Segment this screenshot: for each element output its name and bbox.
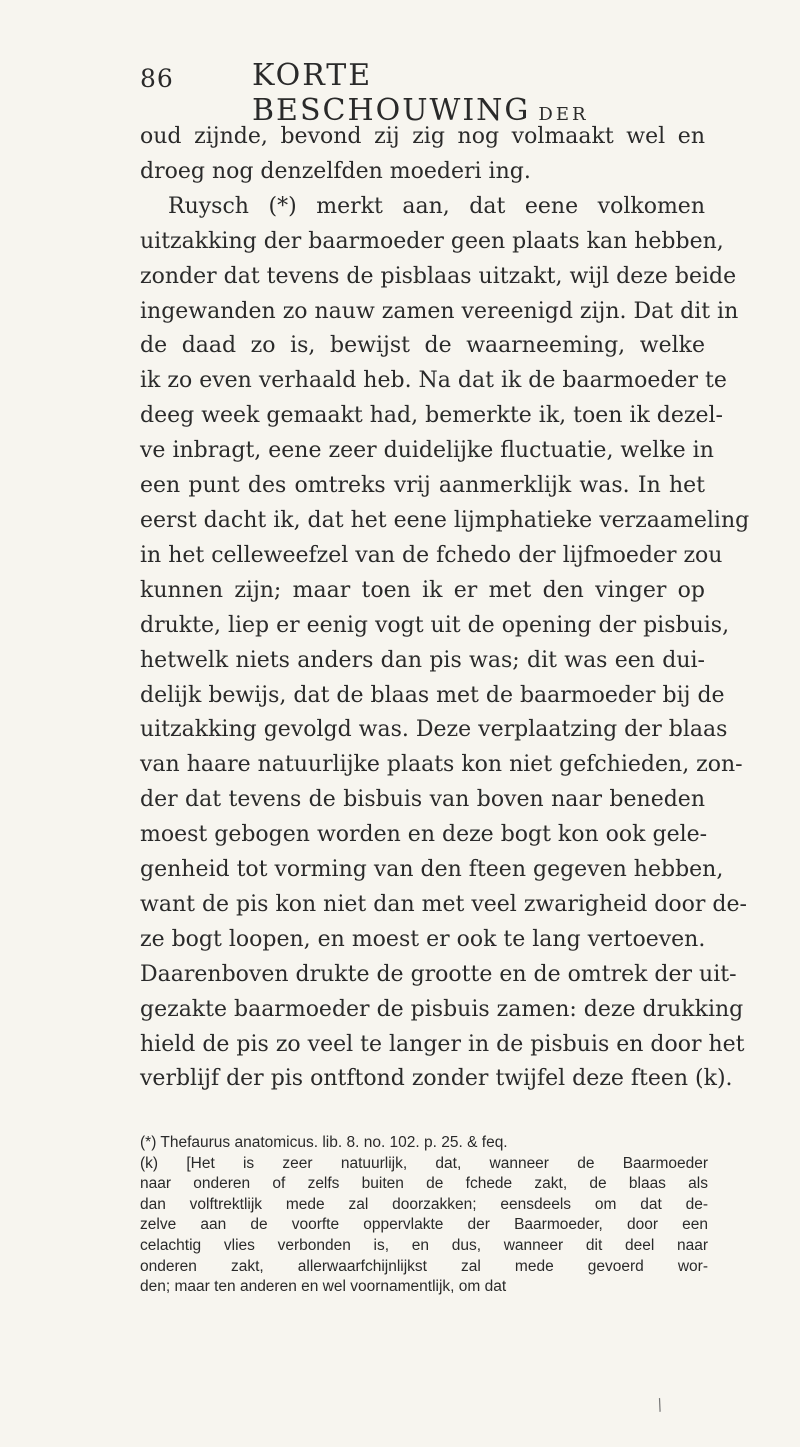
text-line: moest gebogen worden en deze bogt kon ook gele- [140,822,708,848]
footnote-line: celachtig vlies verbonden is, en dus, wanneer dit deel naar [140,1236,708,1254]
text-line: kunnen zijn; maar toen ik er met den vinger op [140,577,705,603]
running-head-small: DER [538,104,589,125]
footnote-line: naar onderen of zelfs buiten de fchede zakt, de blaas als [140,1175,708,1193]
text-line: de daad zo is, bewijst de waarneeming, welke [140,333,705,359]
text-line: zonder dat tevens de pisblaas uitzakt, wijl deze beide [140,263,737,289]
text-line: Ruysch (*) merkt aan, dat eene volkomen [168,193,705,219]
text-line: ingewanden zo nauw zamen vereenigd zijn. Dat dit in [140,298,739,324]
footnote-line: onderen zakt, allerwaarfchijnlijkst zal mede gevoerd wor- [140,1257,708,1275]
text-line: van haare natuurlijke plaats kon niet gefchieden, zon- [140,752,743,778]
text-line: ze bogt loopen, en moest er ook te lang vertoeven. [140,926,706,952]
footnotes [140,1133,708,1298]
text-line: oud zijnde, bevond zij zig nog volmaakt wel en [140,124,705,149]
text-line: verblijf der pis ontftond zonder twijfel deze fteen (k). [140,1066,733,1092]
running-head-main: KORTE BESCHOUWING [252,58,531,128]
text-line: hetwelk niets anders dan pis was; dit was een dui- [140,647,705,673]
footnote-line: den; maar ten anderen en wel voornamentlijk, om dat [140,1278,507,1296]
running-head [252,58,700,128]
text-line: drukte, liep er eenig vogt uit de opening der pisbuis, [140,612,730,638]
footnote-line: (*) Thefaurus anatomicus. lib. 8. no. 102. p. 25. & feq. [140,1134,508,1151]
ink-mark-decoration: / [653,1394,666,1415]
footnote-line: dan volftrektlijk mede zal doorzakken; eensdeels om dat de- [140,1195,708,1213]
text-line: deeg week gemaakt had, bemerkte ik, toen ik dezel- [140,403,723,429]
text-line: gezakte baarmoeder de pisbuis zamen: deze drukking [140,996,744,1022]
body-text [140,120,750,1097]
text-line: een punt des omtreks vrij aanmerklijk was. In het [140,473,705,499]
text-line: genheid tot vorming van den fteen gegeven hebben, [140,857,724,883]
footnote-line: (k) [Het is zeer natuurlijk, dat, wanneer de Baarmoeder [140,1154,708,1172]
text-line: in het celleweefzel van de fchedo der lijfmoeder zou [140,542,723,568]
text-line: want de pis kon niet dan met veel zwarigheid door de- [140,891,747,917]
text-line: droeg nog denzelfden moederi ing. [140,158,531,184]
text-line: ik zo even verhaald heb. Na dat ik de baarmoeder te [140,368,727,394]
text-line: ve inbragt, eene zeer duidelijke fluctuatie, welke in [140,438,714,464]
text-line: uitzakking gevolgd was. Deze verplaatzing der blaas [140,717,728,743]
text-line: der dat tevens de bisbuis van boven naar beneden [140,787,705,813]
page-header [140,58,700,128]
text-line: uitzakking der baarmoeder geen plaats kan hebben, [140,228,724,254]
text-line: hield de pis zo veel te langer in de pisbuis en door het [140,1031,745,1057]
page-number: 86 [140,64,174,93]
text-line: delijk bewijs, dat de blaas met de baarmoeder bij de [140,682,725,708]
text-line: Daarenboven drukte de grootte en de omtrek der uit- [140,961,737,987]
footnote-line: zelve aan de voorfte oppervlakte der Baarmoeder, door een [140,1216,708,1234]
text-line: eerst dacht ik, dat het eene lijmphatieke verzaameling [140,507,750,533]
